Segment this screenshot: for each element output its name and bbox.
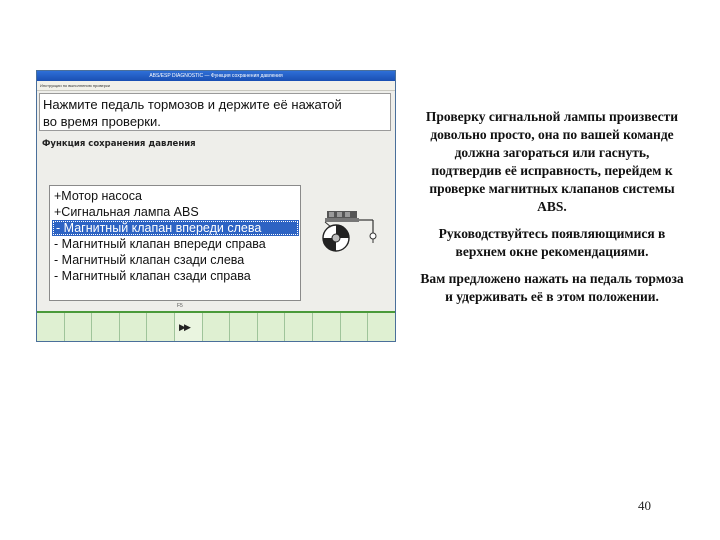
list-item[interactable]: +Сигнальная лампа ABS [54,205,199,219]
page-number: 40 [638,498,651,513]
hint-mark: F5 [177,303,183,309]
toolbar [37,311,395,341]
toolbar-button[interactable] [341,313,369,341]
instruction-box: Нажмите педаль тормозов и держите её нажатой во время проверки. [39,93,391,131]
list-item-selected[interactable]: - Магнитный клапан впереди слева [52,220,299,236]
toolbar-button[interactable] [65,313,93,341]
toolbar-button[interactable] [203,313,231,341]
toolbar-button[interactable] [258,313,286,341]
toolbar-button[interactable] [285,313,313,341]
toolbar-button[interactable] [368,313,395,341]
component-list[interactable] [49,185,301,301]
toolbar-button[interactable] [230,313,258,341]
window-title: ABS/ESP DIAGNOSTIC — Функция сохранения давления [37,71,395,81]
toolbar-button[interactable] [313,313,341,341]
description-paragraph: Руководствуйтесь появляющимися в верхнем окне рекомендациями. [438,226,666,259]
toolbar-button[interactable] [147,313,175,341]
description-paragraph: Вам предложено нажать на педаль тормоза и удерживать её в этом положении. [420,271,684,304]
window-subtitle: Инструкции по выполнению проверки [37,81,395,91]
toolbar-button[interactable] [37,313,65,341]
toolbar-button[interactable] [92,313,120,341]
fast-forward-icon: ▶▶ [179,322,189,332]
list-item[interactable]: - Магнитный клапан сзади слева [54,253,245,267]
list-item[interactable]: - Магнитный клапан сзади справа [54,269,251,283]
diagnostic-window [36,70,396,342]
list-item[interactable]: - Магнитный клапан впереди справа [54,237,266,251]
toolbar-button[interactable] [120,313,148,341]
section-title: Функция сохранения давления [42,139,196,149]
description-paragraph: Проверку сигнальной лампы произвести довольно просто, она по вашей команде должна загораться или гаснуть, подтвердив её исправность, перейдем к проверке магнитных клапанов системы ABS. [425,109,679,214]
description-text [418,108,686,315]
valve-diagram-icon [319,209,381,259]
list-item[interactable]: +Мотор насоса [54,189,142,203]
next-button[interactable] [175,313,203,341]
